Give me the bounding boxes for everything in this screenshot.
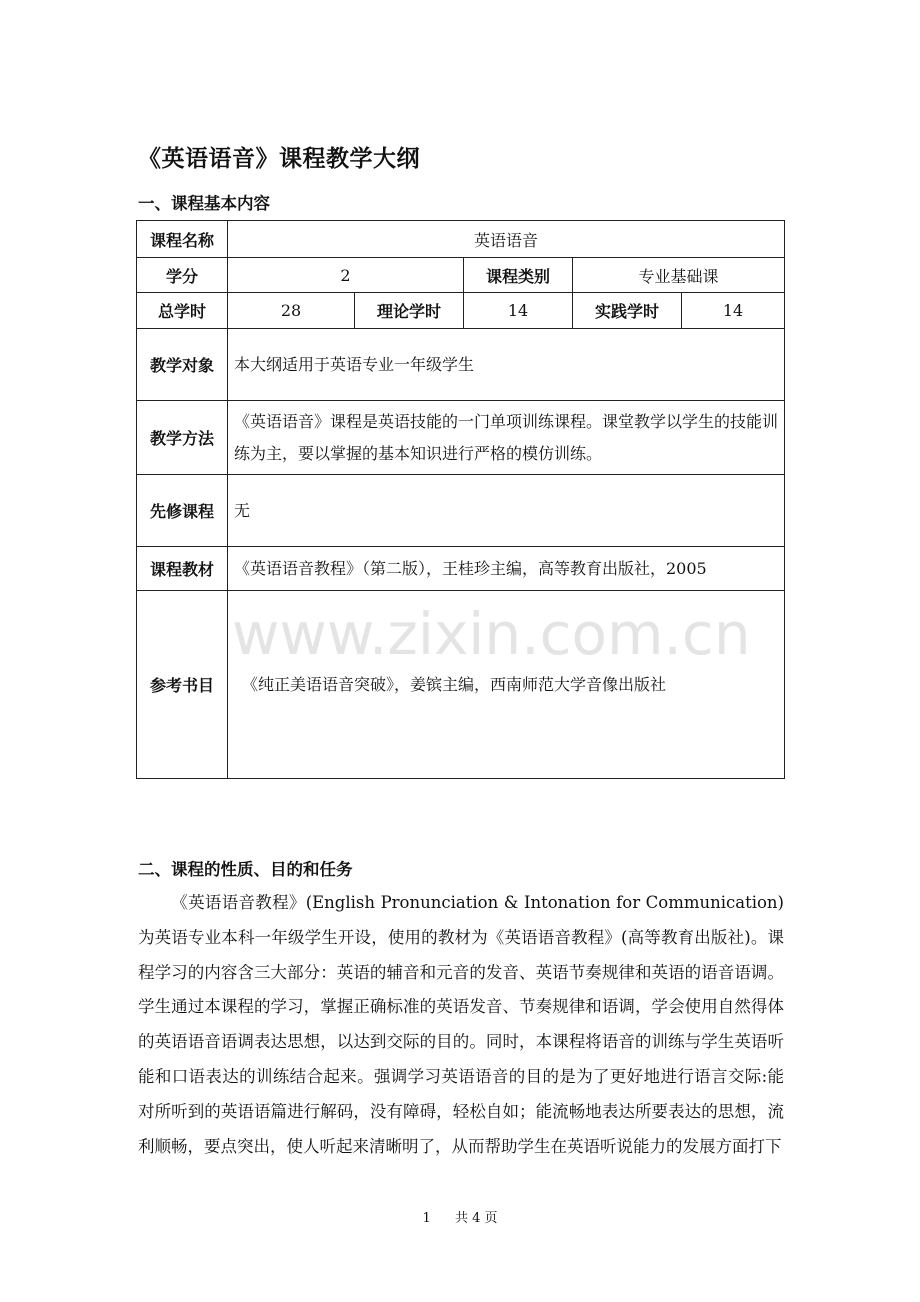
credit-value: 2 — [228, 258, 464, 293]
table-row — [137, 547, 785, 591]
table-row — [137, 329, 785, 401]
page-footer — [0, 1207, 920, 1226]
prereq-label: 先修课程 — [137, 475, 228, 547]
section2-paragraph — [138, 886, 784, 1164]
table-row — [137, 591, 785, 779]
page-number: 1 — [422, 1211, 431, 1226]
document-title: 《英语语音》课程教学大纲 — [138, 146, 420, 172]
table-row — [137, 401, 785, 475]
category-value: 专业基础课 — [573, 258, 785, 293]
target-value: 本大纲适用于英语专业一年级学生 — [228, 329, 785, 401]
total-hours-value: 28 — [228, 293, 355, 329]
table-row — [137, 293, 785, 329]
course-name-label: 课程名称 — [137, 221, 228, 258]
watermark-text: www.zixin.com.cn — [232, 600, 751, 668]
table-row — [137, 221, 785, 258]
table-row — [137, 258, 785, 293]
prereq-value: 无 — [228, 475, 785, 547]
method-label: 教学方法 — [137, 401, 228, 475]
course-info-table — [136, 220, 785, 779]
section1-heading: 一、课程基本内容 — [138, 194, 270, 213]
credit-label: 学分 — [137, 258, 228, 293]
theory-hours-label: 理论学时 — [355, 293, 464, 329]
method-value: 《英语语音》课程是英语技能的一门单项训练课程。课堂教学以学生的技能训练为主，要以掌握的基本知识进行严格的模仿训练。 — [228, 401, 785, 475]
textbook-label: 课程教材 — [137, 547, 228, 591]
table-row — [137, 475, 785, 547]
total-hours-label: 总学时 — [137, 293, 228, 329]
theory-hours-value: 14 — [464, 293, 573, 329]
reference-value: 《纯正美语语音突破》，姜镔主编，西南师范大学音像出版社 — [228, 591, 785, 779]
course-name-value: 英语语音 — [228, 221, 785, 258]
practice-hours-value: 14 — [682, 293, 785, 329]
page-total: 共 4 页 — [454, 1211, 498, 1226]
target-label: 教学对象 — [137, 329, 228, 401]
textbook-value: 《英语语音教程》（第二版），王桂珍主编，高等教育出版社，2005 — [228, 547, 785, 591]
section2-heading: 二、课程的性质、目的和任务 — [138, 860, 353, 879]
category-label: 课程类别 — [464, 258, 573, 293]
reference-label: 参考书目 — [137, 591, 228, 779]
section2-paragraph-text: 《英语语音教程》(English Pronunciation & Intonation for Communication)为英语专业本科一年级学生开设，使用的教材为《英语语音教程》(高等教育出版社)。课程学习的内容含三大部分：英语的辅音和元音的发音、英语节奏规律和英语的语音语调。学生通过本课程的学习，掌握正确标准的英语发音、节奏规律和语调，学会使用自然得体的英语语音语调表达思想，以达到交际的目的。同时，本课程将语音的训练与学生英语听能和口语表达的训练结合起来。强调学习英语语音的目的是为了更好地进行语言交际:能对所听到的英语语篇进行解码，没有障碍，轻松自如；能流畅地表达所要表达的思想，流利顺畅，要点突出，使人听起来清晰明了，从而帮助学生在英语听说能力的发展方面打下 — [138, 893, 784, 1156]
practice-hours-label: 实践学时 — [573, 293, 682, 329]
